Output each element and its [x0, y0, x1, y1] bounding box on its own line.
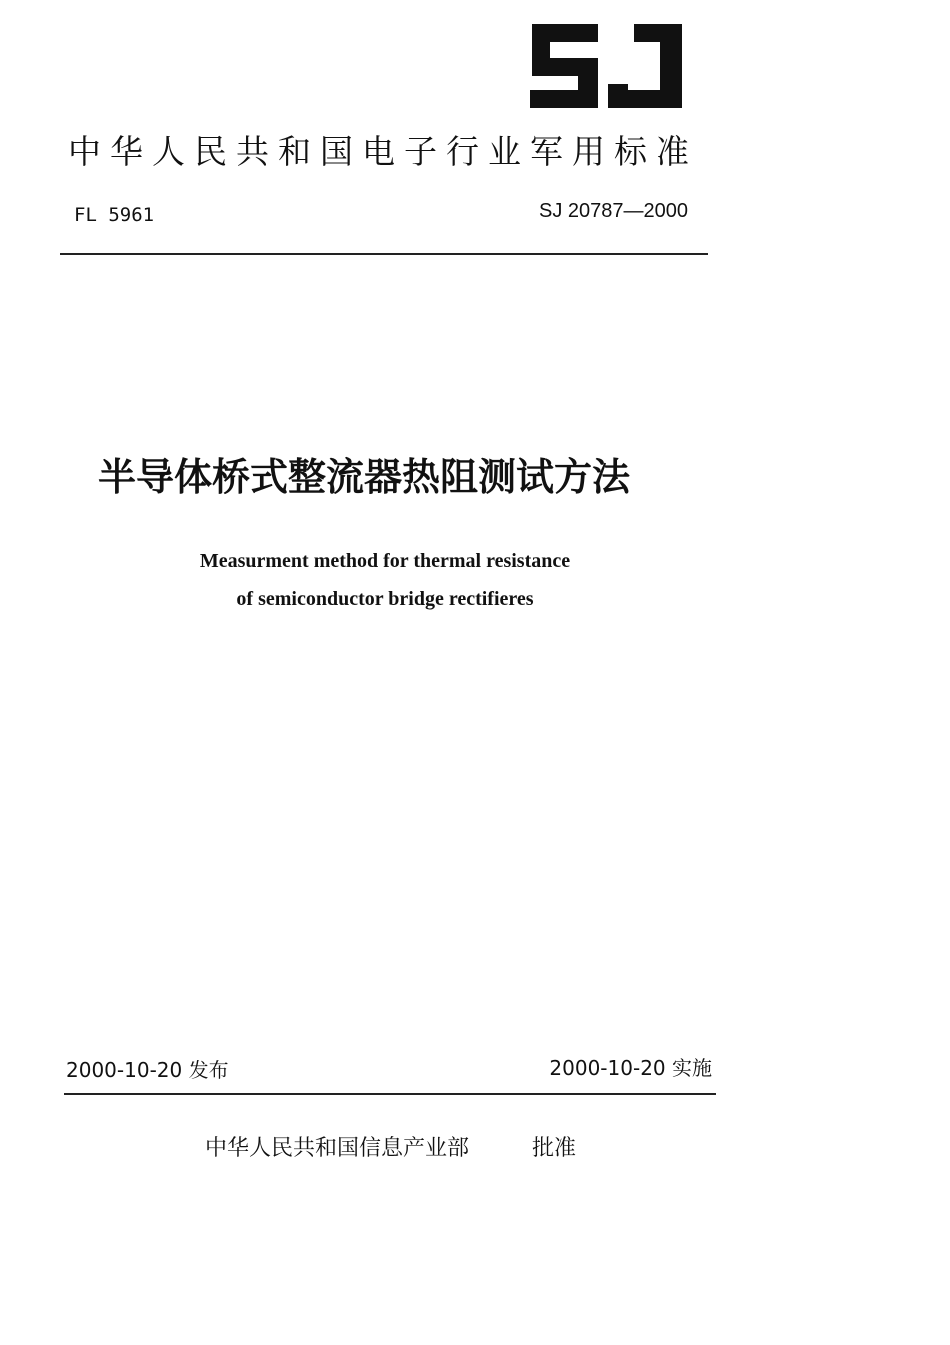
header-title: 中华人民共和国电子行业军用标准	[68, 132, 698, 171]
issue-date: 2000-10-20 发布	[66, 1058, 229, 1082]
document-title-en-line2: of semiconductor bridge rectifieres	[236, 588, 534, 610]
standard-number: SJ 20787—2000	[538, 200, 688, 222]
document-title-en-line1: Measurment method for thermal resistance	[199, 550, 571, 572]
bottom-divider	[64, 1093, 716, 1095]
document-title-cn: 半导体桥式整流器热阻测试方法	[98, 455, 631, 499]
implementation-date: 2000-10-20 实施	[549, 1056, 712, 1080]
approving-authority: 中华人民共和国信息产业部	[205, 1136, 470, 1161]
top-divider	[60, 253, 708, 255]
sj-logo	[526, 20, 684, 112]
classification-number: FL 5961	[74, 204, 155, 226]
approved-label: 批准	[532, 1136, 577, 1161]
